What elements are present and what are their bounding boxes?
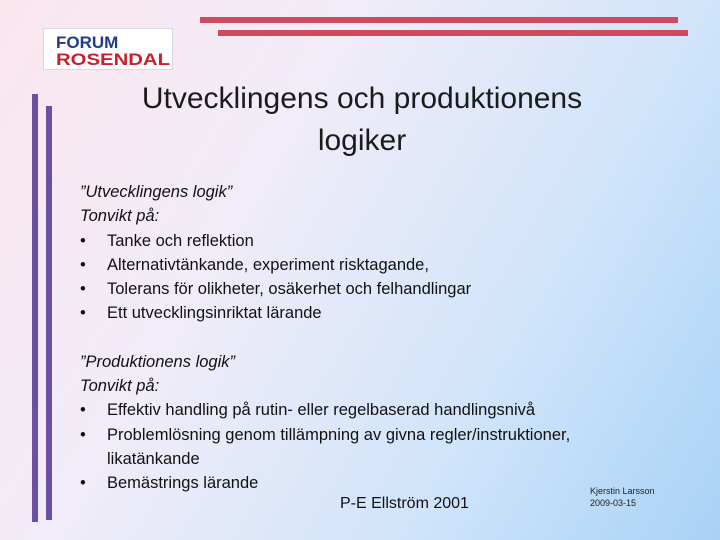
section-subheading-tonvikt-2: Tonvikt på: (80, 377, 160, 396)
list-item: • Tanke och reflektion (80, 229, 660, 253)
footer-author: Kjerstin Larsson (590, 486, 655, 496)
decorative-line-top (200, 17, 678, 23)
section-subheading-tonvikt: Tonvikt på: (80, 207, 160, 226)
list-item: • Ett utvecklingsinriktat lärande (80, 301, 660, 325)
forum-rosendal-logo (43, 28, 173, 70)
footer-citation: P-E Ellström 2001 (340, 495, 469, 512)
list-item: • Alternativtänkande, experiment risktagande, (80, 253, 660, 277)
decorative-line-top-second (218, 30, 688, 36)
logo-text-forum: FORUM (56, 33, 119, 52)
section-heading-produktionens: ”Produktionens logik” (80, 352, 235, 371)
section-heading-utvecklingens: ”Utvecklingens logik” (80, 183, 233, 201)
footer-date: 2009-03-15 (590, 498, 637, 508)
logo-text-rosendal: ROSENDAL (56, 50, 170, 69)
list-item: • Tolerans för olikheter, osäkerhet och felhandlingar (80, 277, 660, 301)
decorative-bar-left (32, 94, 38, 522)
slide-title-line-2: logiker (317, 124, 407, 157)
bullet-list-utvecklingens (80, 229, 660, 326)
list-item: • Effektiv handling på rutin- eller regelbaserad handlingsnivå (80, 398, 660, 422)
decorative-bar-left-second (46, 106, 52, 520)
slide-title-line-1: Utvecklingens och produktionens (141, 82, 583, 115)
list-item: • Bemästrings lärande (80, 471, 660, 495)
slide-body (80, 180, 660, 496)
list-item: • Problemlösning genom tillämpning av givna regler/instruktioner, likatänkande (80, 423, 660, 472)
footer-author-block (590, 485, 655, 509)
slide-title (82, 78, 642, 162)
bullet-list-produktionens (80, 398, 660, 495)
